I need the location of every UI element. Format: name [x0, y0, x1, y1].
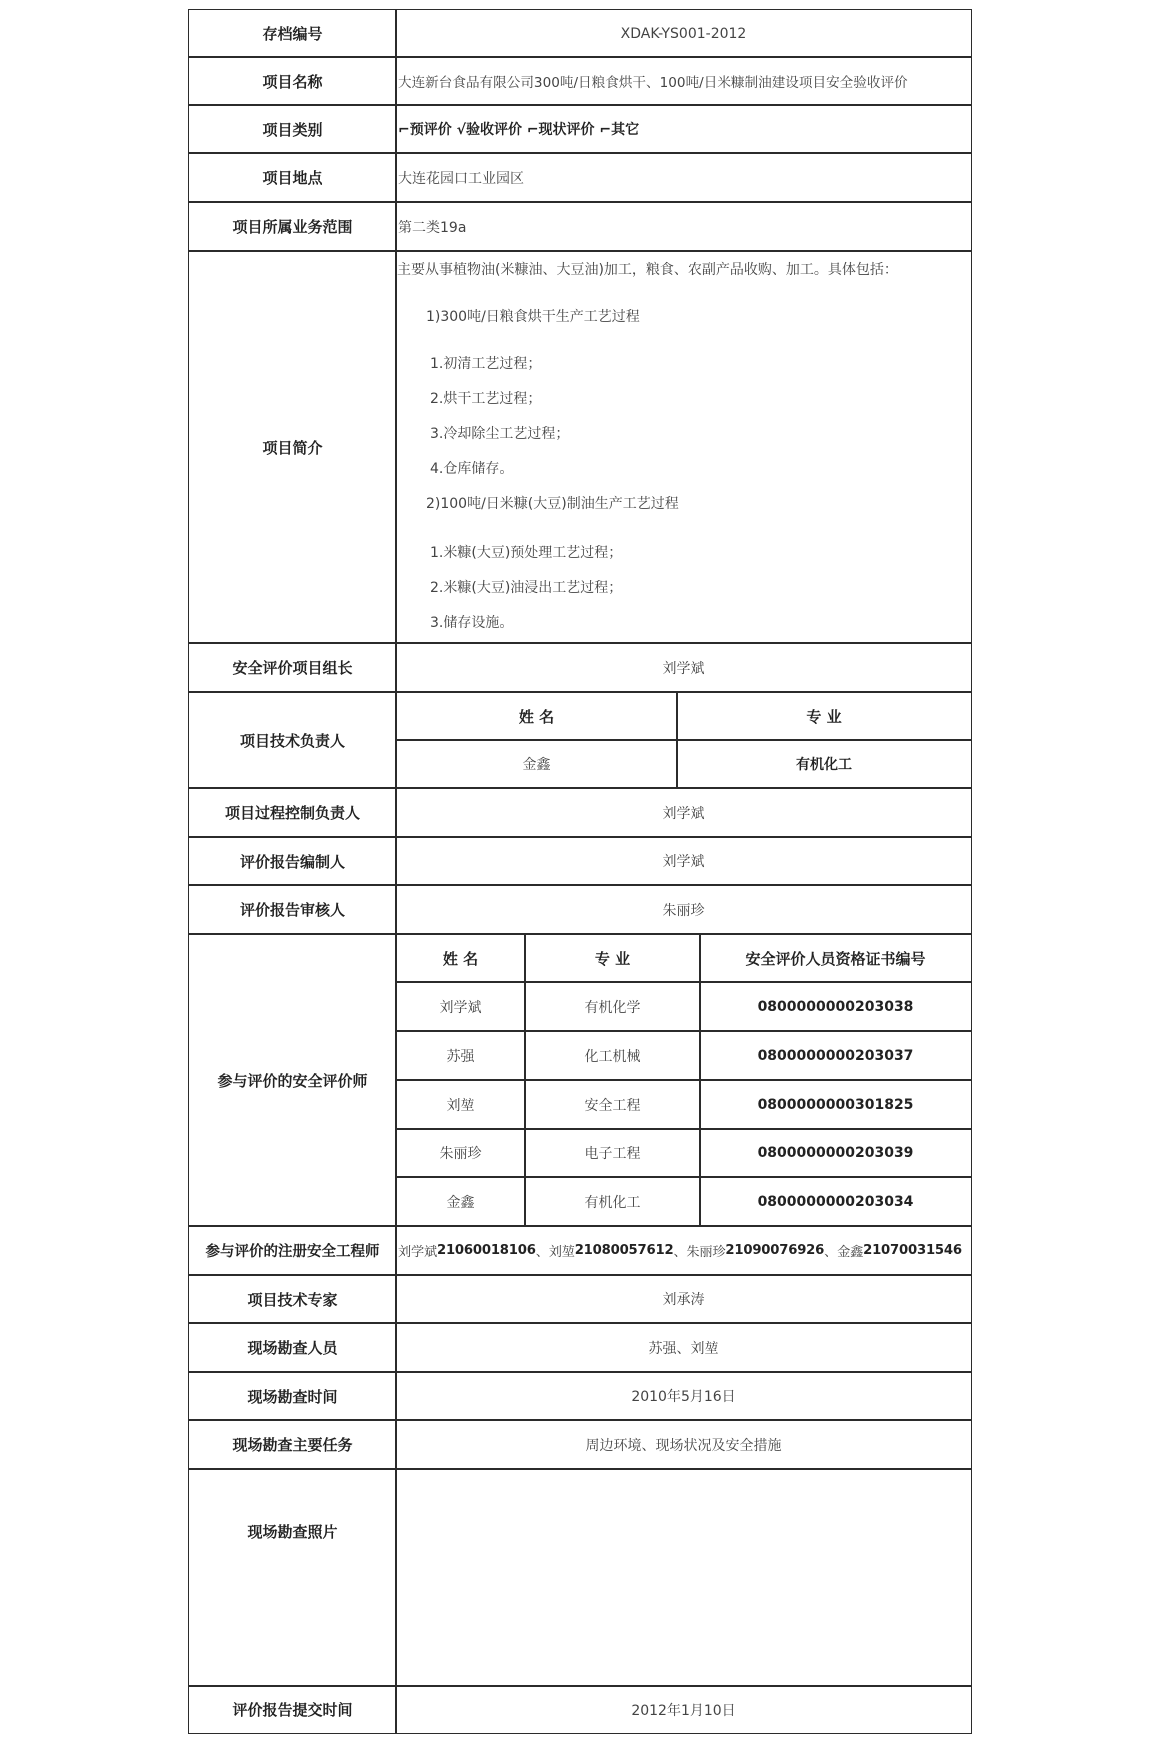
evaluators-label: 参与评价的安全评价师 [188, 933, 397, 1227]
evaluator-name: 朱丽珍 [395, 1128, 526, 1178]
evaluators-header-cert: 安全评价人员资格证书编号 [699, 933, 972, 983]
intro-line: 2.烘干工艺过程； [430, 391, 542, 407]
evaluator-major: 有机化学 [524, 981, 701, 1032]
evaluator-name: 苏强 [395, 1030, 526, 1081]
site-photos-label: 现场勘查照片 [188, 1468, 397, 1687]
evaluator-cert: 0800000000203039 [699, 1128, 972, 1178]
intro-line: 2.米糠(大豆)油浸出工艺过程； [430, 580, 623, 596]
evaluator-name: 刘学斌 [395, 981, 526, 1032]
site-time-value: 2010年5月16日 [395, 1371, 972, 1421]
registered-engineers-label: 参与评价的注册安全工程师 [188, 1225, 397, 1276]
evaluator-major: 电子工程 [524, 1128, 701, 1178]
evaluator-major: 化工机械 [524, 1030, 701, 1081]
site-staff-value: 苏强、刘堃 [395, 1322, 972, 1373]
project-location-value: 大连花园口工业园区 [395, 152, 972, 203]
evaluators-header-name: 姓 名 [395, 933, 526, 983]
tech-lead-major-header: 专 业 [676, 691, 972, 741]
project-location-label: 项目地点 [188, 152, 397, 203]
project-category-label: 项目类别 [188, 104, 397, 154]
intro-line: 1)300吨/日粮食烘干生产工艺过程 [426, 309, 640, 325]
report-author-label: 评价报告编制人 [188, 836, 397, 886]
evaluator-major: 有机化工 [524, 1176, 701, 1227]
intro-line: 3.储存设施。 [430, 615, 514, 631]
process-control-label: 项目过程控制负责人 [188, 787, 397, 838]
intro-line: 主要从事植物油(米糠油、大豆油)加工，粮食、农副产品收购、加工。具体包括： [397, 262, 898, 278]
business-scope-value: 第二类19a [395, 201, 972, 252]
intro-line: 1.米糠(大豆)预处理工艺过程； [430, 545, 623, 561]
site-photos-area [395, 1468, 972, 1687]
process-control-value: 刘学斌 [395, 787, 972, 838]
engineer-number: 21090076926 [725, 1243, 825, 1258]
tech-expert-value: 刘承涛 [395, 1274, 972, 1324]
evaluators-header-major: 专 业 [524, 933, 701, 983]
project-intro-label: 项目简介 [188, 250, 397, 644]
site-time-label: 现场勘查时间 [188, 1371, 397, 1421]
engineer-number: 21080057612 [574, 1243, 674, 1258]
intro-line: 2)100吨/日米糠(大豆)制油生产工艺过程 [426, 496, 679, 512]
project-intro-content [395, 250, 972, 644]
report-author-value: 刘学斌 [395, 836, 972, 886]
engineer-number: 21070031546 [863, 1243, 962, 1258]
intro-line: 1.初清工艺过程； [430, 356, 542, 372]
evaluator-cert: 0800000000301825 [699, 1079, 972, 1130]
intro-line: 4.仓库储存。 [430, 461, 514, 477]
team-leader-label: 安全评价项目组长 [188, 642, 397, 693]
registered-engineers-value [395, 1225, 972, 1276]
evaluator-cert: 0800000000203034 [699, 1176, 972, 1227]
site-task-label: 现场勘查主要任务 [188, 1419, 397, 1470]
engineer-name: 刘学斌 [398, 1245, 437, 1260]
engineer-number: 21060018106 [436, 1243, 536, 1258]
engineer-name: 、朱丽珍 [673, 1245, 726, 1260]
tech-lead-name: 金鑫 [395, 739, 678, 789]
evaluator-cert: 0800000000203037 [699, 1030, 972, 1081]
site-staff-label: 现场勘查人员 [188, 1322, 397, 1373]
site-task-value: 周边环境、现场状况及安全措施 [395, 1419, 972, 1470]
engineer-name: 、刘堃 [535, 1245, 575, 1260]
evaluator-cert: 0800000000203038 [699, 981, 972, 1032]
project-name-label: 项目名称 [188, 56, 397, 106]
project-category-value: ⌐预评价 √验收评价 ⌐现状评价 ⌐其它 [395, 104, 972, 154]
submit-time-value: 2012年1月10日 [395, 1685, 972, 1734]
submit-time-label: 评价报告提交时间 [188, 1685, 397, 1734]
engineer-name: 、金鑫 [824, 1245, 864, 1260]
evaluator-name: 金鑫 [395, 1176, 526, 1227]
tech-lead-label: 项目技术负责人 [188, 691, 397, 789]
team-leader-value: 刘学斌 [395, 642, 972, 693]
tech-expert-label: 项目技术专家 [188, 1274, 397, 1324]
tech-lead-name-header: 姓 名 [395, 691, 678, 741]
archive-form-table [188, 9, 972, 1734]
tech-lead-major: 有机化工 [676, 739, 972, 789]
archive-number-value: XDAK-YS001-2012 [395, 9, 972, 58]
intro-line: 3.冷却除尘工艺过程； [430, 426, 570, 442]
evaluator-name: 刘堃 [395, 1079, 526, 1130]
project-name-value: 大连新台食品有限公司300吨/日粮食烘干、100吨/日米糠制油建设项目安全验收评价 [395, 56, 972, 106]
archive-number-label: 存档编号 [188, 9, 397, 58]
business-scope-label: 项目所属业务范围 [188, 201, 397, 252]
evaluator-major: 安全工程 [524, 1079, 701, 1130]
report-reviewer-label: 评价报告审核人 [188, 884, 397, 935]
report-reviewer-value: 朱丽珍 [395, 884, 972, 935]
